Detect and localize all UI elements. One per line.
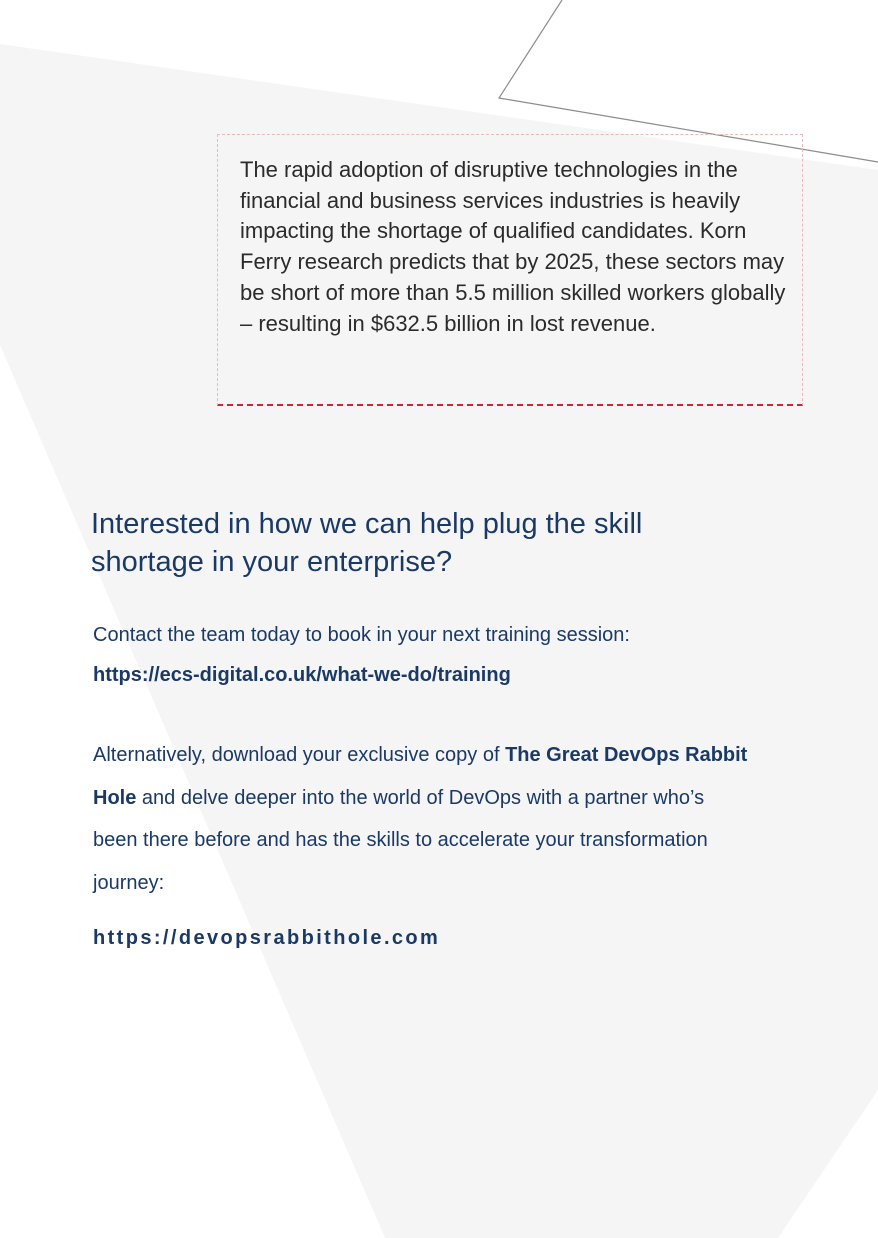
contact-text: Contact the team today to book in your next training session: [93,624,630,646]
training-link[interactable]: https://ecs-digital.co.uk/what-we-do/training [93,664,511,686]
section-heading: Interested in how we can help plug the skill shortage in your enterprise? [91,508,643,578]
callout-text: The rapid adoption of disruptive technologies in the financial and business services industries is heavily impacting the shortage of qualified candidates. Korn Ferry research predicts that by 2025, these sectors may be short of more than 5.5 million skilled workers globally – resulting in $632.5 billion in lost revenue. [240,157,786,336]
alternative-intro: Alternatively, download your exclusive copy of [93,744,506,766]
book-title: The Great DevOps Rabbit Hole [93,744,748,809]
alternative-rest: and delve deeper into the world of DevOps with a partner who’s been there before and has the skills to accelerate your transformation journey: [93,786,708,895]
rabbit-hole-link[interactable]: https://devopsrabbithole.com [93,927,441,949]
alternative-paragraph [93,734,753,905]
callout-box [217,134,803,406]
